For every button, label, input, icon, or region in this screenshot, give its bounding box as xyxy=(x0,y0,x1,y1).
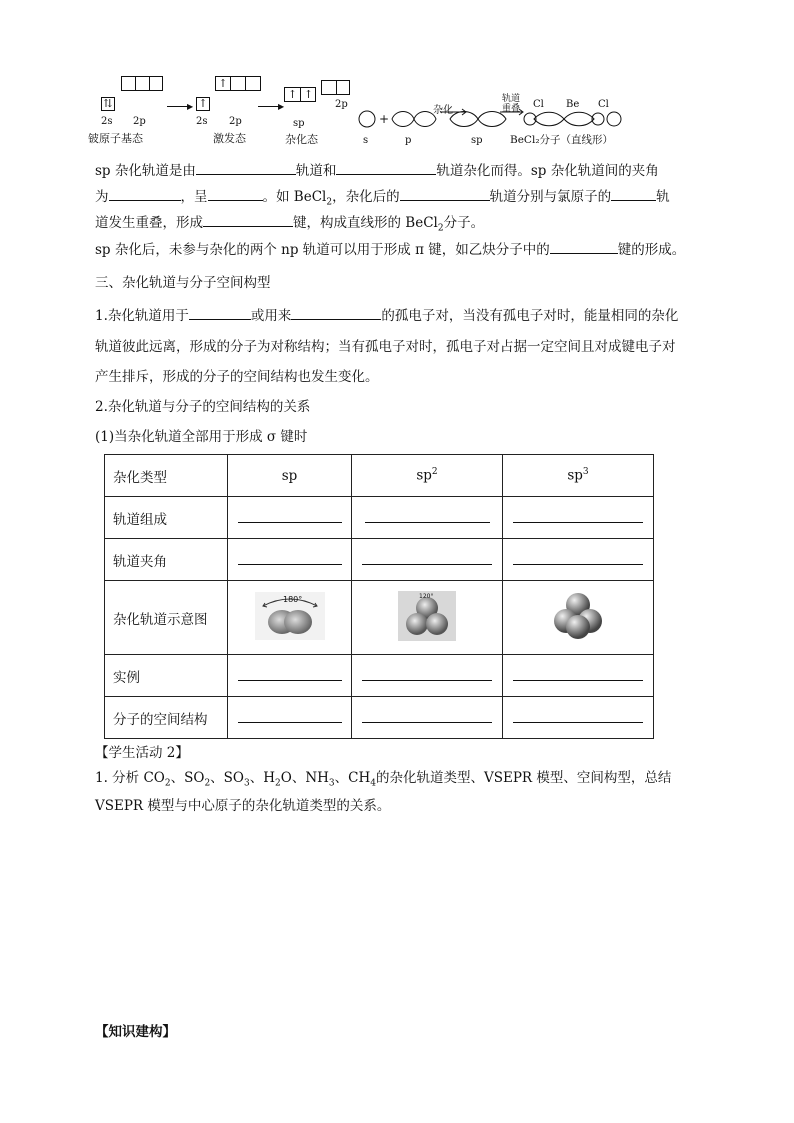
label-becl2: BeCl₂分子（直线形） xyxy=(510,134,614,146)
text: ，呈 xyxy=(180,189,208,205)
table-row xyxy=(105,655,654,697)
text: 轨道分别与氯原子的 xyxy=(489,189,612,205)
para-sp-line2: 为 ，呈 。如 BeCl$_2$，杂化后的 轨道分别与氯原子的 轨 xyxy=(95,186,670,213)
hybrid-sp-boxes: ↑ ↑ xyxy=(284,87,316,102)
text: sp 杂化轨道是由 xyxy=(95,163,196,179)
sp2-orbital-image xyxy=(352,581,503,655)
sp-orbital-picture xyxy=(255,592,325,640)
section3-p1 xyxy=(95,305,678,326)
table-row xyxy=(105,581,654,655)
table-row xyxy=(105,697,654,739)
blank-field[interactable] xyxy=(291,305,381,320)
blank-field[interactable] xyxy=(400,186,490,201)
text: 为 xyxy=(95,189,109,205)
table-header-cell: $sp^2$ xyxy=(352,455,503,497)
text: 键的形成。 xyxy=(617,242,686,258)
table-header-cell: sp xyxy=(228,455,352,497)
label-2p: 2p xyxy=(335,99,348,110)
label-hybridize: 杂化 xyxy=(433,105,453,116)
arrow-2 xyxy=(258,106,280,107)
text: 轨 xyxy=(656,189,670,205)
text: ，杂化后的 xyxy=(332,189,400,205)
arrow-2-head: ▶ xyxy=(278,102,285,111)
label-2p: 2p xyxy=(133,116,146,127)
table-header-cell: 杂化类型 xyxy=(105,455,228,497)
label-sp: sp xyxy=(471,135,483,146)
table-header-row xyxy=(105,455,654,497)
svg-text:120°: 120° xyxy=(419,592,434,600)
blank-field[interactable] xyxy=(362,554,492,565)
text: 。如 BeCl xyxy=(262,189,327,205)
knowledge-heading: 【知识建构】 xyxy=(95,1024,176,1040)
label-sp: sp xyxy=(293,118,305,129)
section3-p2: 轨道彼此远离，形成的分子为对称结构；当有孤电子对时，孤电子对占据一定空间且对成键电子对 xyxy=(95,339,676,355)
blank-field[interactable] xyxy=(336,160,436,175)
ground-2p-boxes xyxy=(121,76,163,91)
table-row xyxy=(105,497,654,539)
activity-q2: VSEPR 模型与中心原子的杂化轨道类型的关系。 xyxy=(95,798,391,814)
text: 或用来 xyxy=(250,308,292,324)
ground-2s-box: ⇅ xyxy=(101,97,115,111)
label-overlap: 轨道重叠 xyxy=(502,94,521,114)
blank-field[interactable] xyxy=(238,670,342,681)
blank-field[interactable] xyxy=(203,212,293,227)
blank-field[interactable] xyxy=(362,712,492,723)
subsection-subtitle: (1)当杂化轨道全部用于形成 σ 键时 xyxy=(95,429,308,445)
text: 轨道和 xyxy=(295,163,337,179)
text: 1.杂化轨道用于 xyxy=(95,308,189,324)
blank-field[interactable] xyxy=(189,305,251,320)
blank-field[interactable] xyxy=(513,554,643,565)
row-label: 分子的空间结构 xyxy=(105,697,228,739)
sp-orbital xyxy=(450,112,506,127)
sp3-orbital-picture xyxy=(552,591,604,641)
text: 轨道杂化而得。sp 杂化轨道间的夹角 xyxy=(436,163,659,179)
label-2p: 2p xyxy=(229,116,242,127)
row-label: 轨道夹角 xyxy=(105,539,228,581)
label-2s: 2s xyxy=(196,116,208,127)
para-sp-line3: 道发生重叠，形成 键，构成直线形的 BeCl$_2$分子。 xyxy=(95,212,484,239)
atom-be: Be xyxy=(566,99,580,110)
para-sp-line1 xyxy=(95,160,659,181)
blank-field[interactable] xyxy=(362,670,492,681)
blank-field[interactable] xyxy=(238,554,342,565)
arrow-1 xyxy=(167,106,189,107)
state-hybrid-label: 杂化态 xyxy=(285,133,318,146)
p-orbital xyxy=(392,112,436,127)
text: sp 杂化后，未参与杂化的两个 np 轨道可以用于形成 π 键，如乙炔分子中的 xyxy=(95,242,550,258)
state-ground-label: 铍原子基态 xyxy=(88,132,143,145)
row-label: 实例 xyxy=(105,655,228,697)
atom-cl: Cl xyxy=(598,99,609,110)
blank-field[interactable] xyxy=(109,186,181,201)
excited-2s-box: ↑ xyxy=(196,97,210,111)
table-header-cell: $sp^3$ xyxy=(503,455,654,497)
hybrid-2p-boxes xyxy=(321,80,350,95)
activity-q1: 1. 分析 $CO_2$、$SO_2$、$SO_3$、$H_2O$、$NH_3$、$CH_4$的杂化轨道类型、VSEPR 模型、空间构型，总结 xyxy=(95,770,672,789)
orbital-shapes xyxy=(352,96,624,136)
s-orbital xyxy=(359,111,375,127)
excited-2p-boxes: ↑ xyxy=(215,76,261,91)
blank-field[interactable] xyxy=(238,712,342,723)
row-label: 轨道组成 xyxy=(105,497,228,539)
para-sp-line4 xyxy=(95,239,685,260)
blank-field[interactable] xyxy=(238,512,342,523)
blank-field[interactable] xyxy=(513,512,643,523)
table-row xyxy=(105,539,654,581)
sp3-orbital-image xyxy=(503,581,654,655)
atom-cl: Cl xyxy=(533,99,544,110)
blank-field[interactable] xyxy=(196,160,296,175)
subsection-title: 2.杂化轨道与分子的空间结构的关系 xyxy=(95,399,311,415)
row-label: 杂化轨道示意图 xyxy=(105,581,228,655)
blank-field[interactable] xyxy=(513,712,643,723)
blank-field[interactable] xyxy=(611,186,656,201)
blank-field[interactable] xyxy=(365,512,490,523)
sp-orbital-image xyxy=(228,581,352,655)
svg-text:180°: 180° xyxy=(282,594,302,604)
label-p: p xyxy=(405,135,412,146)
state-excited-label: 激发态 xyxy=(213,132,246,145)
label-2s: 2s xyxy=(101,116,113,127)
label-s: s xyxy=(363,135,369,146)
text: 的孤电子对，当没有孤电子对时，能量相同的杂化 xyxy=(381,308,679,324)
activity-title: 【学生活动 2】 xyxy=(95,745,189,761)
hybridization-table xyxy=(104,454,654,739)
text: 键，构成直线形的 BeCl xyxy=(293,215,438,231)
plus-sign: + xyxy=(379,112,390,126)
text: 道发生重叠，形成 xyxy=(95,215,203,231)
blank-field[interactable] xyxy=(513,670,643,681)
blank-field[interactable] xyxy=(208,186,263,201)
blank-field[interactable] xyxy=(550,239,618,254)
sp2-orbital-picture xyxy=(398,591,456,641)
arrow-1-head: ▶ xyxy=(187,102,194,111)
text: 分子。 xyxy=(443,215,485,231)
section3-p3: 产生排斥，形成的分子的空间结构也发生变化。 xyxy=(95,369,379,385)
section-title: 三、杂化轨道与分子空间构型 xyxy=(95,275,271,291)
